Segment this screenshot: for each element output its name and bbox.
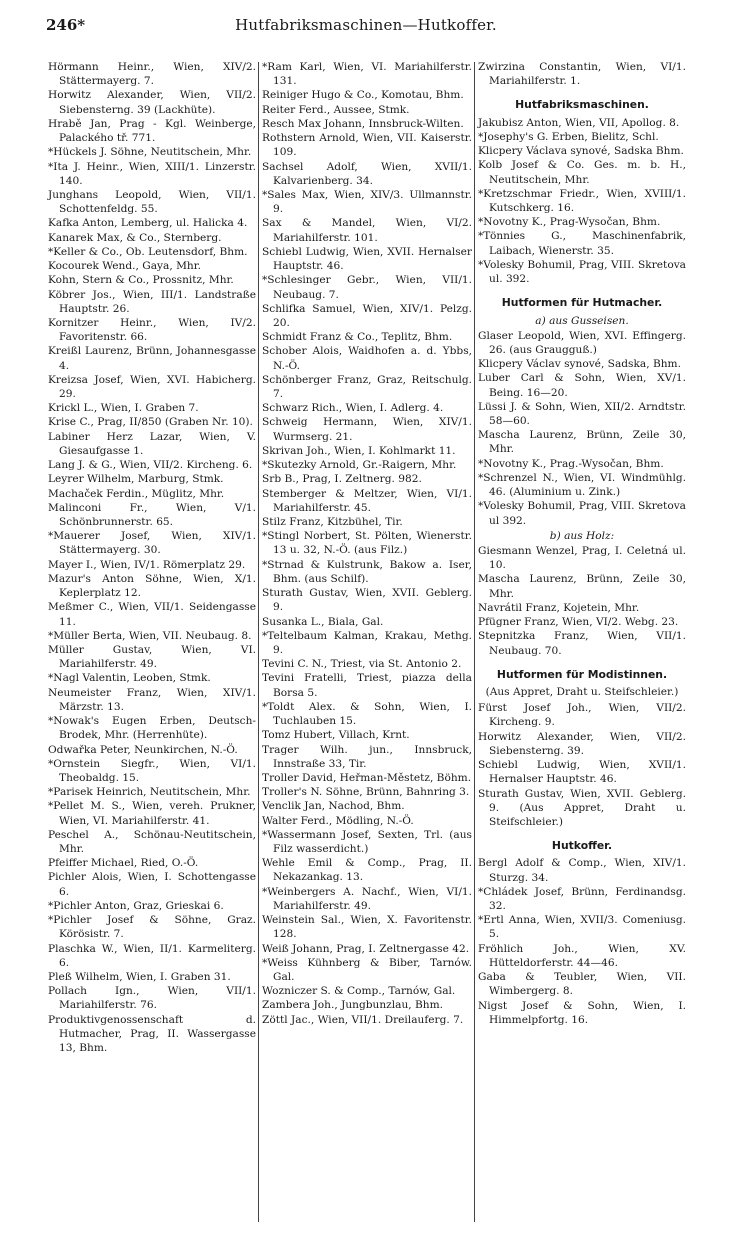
directory-entry: *Weiss Kühnberg & Biber, Tarnów. Gal. <box>262 956 472 983</box>
directory-entry: *Ita J. Heinr., Wien, XIII/1. Linzerstr. 140. <box>48 160 256 187</box>
directory-entry: Kanarek Max, & Co., Sternberg. <box>48 231 222 244</box>
directory-entry: Troller David, Heřman-Městetz, Böhm. <box>262 771 472 784</box>
directory-entry: *Skutezky Arnold, Gr.-Raigern, Mhr. <box>262 459 457 472</box>
directory-entry: Klicpery Václava synové, Sadska Bhm. <box>478 145 684 158</box>
directory-entry: Pichler Alois, Wien, I. Schottengasse 6. <box>48 871 256 898</box>
directory-entry: *Josephy's G. Erben, Bielitz, Schl. <box>478 130 659 143</box>
directory-entry: Odwařka Peter, Neunkirchen, N.-Ö. <box>48 743 238 756</box>
directory-entry: Srb B., Prag, I. Zeltnerg. 982. <box>262 473 422 486</box>
directory-entry: *Volesky Bohumil, Prag, VIII. Skretova ul 392. <box>478 500 686 527</box>
directory-entry: Stilz Franz, Kitzbühel, Tir. <box>262 516 403 528</box>
directory-entry: Tomz Hubert, Villach, Krnt. <box>262 729 410 742</box>
directory-entry: Tevini C. N., Triest, via St. Antonio 2. <box>262 658 462 671</box>
directory-entry: *Mauerer Josef, Wien, XIV/1. Stättermayerg. 30. <box>48 530 256 557</box>
directory-entry: *Parisek Heinrich, Neutitschein, Mhr. <box>48 786 251 799</box>
directory-entry: Mazur's Anton Söhne, Wien, X/1. Keplerplatz 12. <box>48 572 256 600</box>
directory-entry: Rothstern Arnold, Wien, VII. Kaiserstr. 109. <box>262 132 472 159</box>
directory-entry: *Teltelbaum Kalman, Krakau, Methg. 9. <box>262 629 472 656</box>
directory-entry: Schönberger Franz, Graz, Reitschulg. 7. <box>262 373 472 401</box>
directory-entry: *Sales Max, Wien, XIV/3. Ullmannstr. 9. <box>262 188 472 216</box>
directory-entry: Pfügner Franz, Wien, VI/2. Webg. 23. <box>478 616 679 629</box>
column-2 <box>262 60 472 1027</box>
directory-entry: Zambera Joh., Jungbunzlau, Bhm. <box>262 999 444 1012</box>
directory-entry: *Volesky Bohumil, Prag, VIII. Skretova ul. 392. <box>478 258 686 286</box>
directory-entry: Produktivgenossenschaft d. Hutmacher, Prag, II. Wassergasse 13, Bhm. <box>48 1013 256 1055</box>
directory-entry: Wozniczer S. & Comp., Tarnów, Gal. <box>262 985 456 998</box>
directory-entry: Reiter Ferd., Aussee, Stmk. <box>262 103 410 116</box>
directory-entry: Stemberger & Meltzer, Wien, VI/1. Mariahilferstr. 45. <box>262 487 472 514</box>
directory-entry: Susanka L., Biala, Gal. <box>262 615 384 628</box>
directory-entry: Skrivan Joh., Wien, I. Kohlmarkt 11. <box>262 444 456 457</box>
directory-entry: *Hückels J. Söhne, Neutitschein, Mhr. <box>48 146 252 159</box>
directory-entry: Troller's N. Söhne, Brünn, Bahnring 3. <box>262 786 470 799</box>
directory-entry: Klicpery Václav synové, Sadska, Bhm. <box>478 358 681 371</box>
directory-entry: Kornitzer Heinr., Wien, IV/2. Favoritenstr. 66. <box>48 316 256 344</box>
directory-entry: Sax & Mandel, Wien, VI/2. Mariahilferstr. 101. <box>262 217 472 244</box>
directory-entry: Pollach Ign., Wien, VII/1. Mariahilferstr. 76. <box>48 985 256 1012</box>
directory-entry: Lang J. & G., Wien, VII/2. Kircheng. 6. <box>48 459 253 472</box>
directory-entry: Gaba & Teubler, Wien, VII. Wimbergerg. 8. <box>478 971 686 998</box>
directory-entry: Kohn, Stern & Co., Prossnitz, Mhr. <box>48 274 234 287</box>
directory-entry: Mascha Laurenz, Brünn, Zeile 30, Mhr. <box>478 429 686 456</box>
directory-entry: Mascha Laurenz, Brünn, Zeile 30, Mhr. <box>478 573 686 600</box>
directory-entry: Sturath Gustav, Wien, XVII. Geblerg. 9. <box>262 587 472 614</box>
subsection-heading: b) aus Holz: <box>549 529 615 542</box>
directory-entry: Leyrer Wilhelm, Marburg, Stmk. <box>48 473 224 486</box>
directory-entry: *Ertl Anna, Wien, XVII/3. Comeniusg. 5. <box>478 914 686 941</box>
directory-entry: Schiebl Ludwig, Wien, XVII/1. Hernalser Hauptstr. 46. <box>478 759 686 786</box>
directory-entry: Hörmann Heinr., Wien, XIV/2. Stättermayerg. 7. <box>48 61 256 88</box>
directory-entry: *Nagl Valentin, Leoben, Stmk. <box>48 672 211 685</box>
directory-entry: Kocourek Wend., Gaya, Mhr. <box>48 260 202 273</box>
directory-entry: Malinconi Fr., Wien, V/1. Schönbrunnerstr. 65. <box>48 501 256 528</box>
directory-entry: Schiebl Ludwig, Wien, XVII. Hernalser Hauptstr. 46. <box>262 245 472 273</box>
directory-entry: Junghans Leopold, Wien, VII/1. Schottenfeldg. 55. <box>48 188 256 216</box>
directory-entry: Venclik Jan, Nachod, Bhm. <box>262 800 405 813</box>
directory-entry: Zwirzina Constantin, Wien, VI/1. Mariahilferstr. 1. <box>478 61 686 88</box>
directory-entry: Plaschka W., Wien, II/1. Karmeliterg. 6. <box>48 942 256 969</box>
directory-entry: Mayer I., Wien, IV/1. Römerplatz 29. <box>48 558 246 571</box>
directory-entry: *Novotny K., Prag-Wysočan, Bhm. <box>478 216 661 229</box>
directory-entry: *Novotny K., Prag.-Wysočan, Bhm. <box>478 457 664 470</box>
page-header <box>46 16 686 38</box>
directory-entry: Kreißl Laurenz, Brünn, Johannesgasse 4. <box>48 345 256 372</box>
directory-entry: Kafka Anton, Lemberg, ul. Halicka 4. <box>48 217 248 230</box>
directory-entry: Fröhlich Joh., Wien, XV. Hütteldorferstr. 44—46. <box>478 942 686 969</box>
directory-entry: Müller Gustav, Wien, VI. Mariahilferstr. 49. <box>48 643 256 671</box>
directory-entry: Labiner Herz Lazar, Wien, V. Giesaufgasse 1. <box>48 430 256 457</box>
directory-entry: Trager Wilh. jun., Innsbruck, Innstraße 33, Tir. <box>262 743 472 770</box>
page-number: 246* <box>46 16 86 34</box>
directory-entry: Schlifka Samuel, Wien, XIV/1. Pelzg. 20. <box>262 302 472 329</box>
directory-entry: *Wassermann Josef, Sexten, Trl. (aus Filz wasserdicht.) <box>262 828 472 856</box>
directory-entry: Weinstein Sal., Wien, X. Favoritenstr. 128. <box>262 914 472 941</box>
directory-entry: Kreizsa Josef, Wien, XVI. Habicherg. 29. <box>48 373 256 401</box>
directory-entry: Meßmer C., Wien, VII/1. Seidengasse 11. <box>48 601 256 628</box>
directory-entry: Horwitz Alexander, Wien, VII/2. Siebensterng. 39. <box>478 730 686 757</box>
directory-entry: Zöttl Jac., Wien, VII/1. Dreilauferg. 7. <box>262 1013 464 1026</box>
directory-entry: Schweig Hermann, Wien, XIV/1. Wurmserg. 21. <box>262 416 472 443</box>
section-heading: Hutformen für Modistinnen. <box>496 667 668 681</box>
directory-entry: Jakubisz Anton, Wien, VII, Apollog. 8. <box>478 116 680 129</box>
directory-entry: Navrátil Franz, Kojetein, Mhr. <box>478 601 640 614</box>
section-heading: Hutformen für Hutmacher. <box>501 296 663 310</box>
page-title: Hutfabriksmaschinen—Hutkoffer. <box>235 16 497 34</box>
directory-entry: Schober Alois, Waidhofen a. d. Ybbs, N.-Ö. <box>262 345 472 372</box>
directory-entry: Horwitz Alexander, Wien, VII/2. Siebensterng. 39 (Lackhüte). <box>48 89 256 116</box>
directory-entry: Luber Carl & Sohn, Wien, XV/1. Being. 16—20. <box>478 372 686 399</box>
directory-entry: *Toldt Alex. & Sohn, Wien, I. Tuchlauben 15. <box>262 700 472 728</box>
directory-entry: Kolb Josef & Co. Ges. m. b. H., Neutitschein, Mhr. <box>478 159 686 186</box>
directory-entry: Sturath Gustav, Wien, XVII. Geblerg. 9. (Aus Appret, Draht u. Steifschleier.) <box>478 787 686 828</box>
directory-entry: Krickl L., Wien, I. Graben 7. <box>48 402 199 415</box>
directory-entry: Tevini Fratelli, Triest, piazza della Borsa 5. <box>262 672 472 699</box>
directory-entry: Lüssi J. & Sohn, Wien, XII/2. Arndtstr. 58—60. <box>478 400 686 428</box>
column-3 <box>478 60 686 1027</box>
directory-entry: Weiß Johann, Prag, I. Zeltnergasse 42. <box>262 942 470 955</box>
directory-entry: Schmidt Franz & Co., Teplitz, Bhm. <box>262 331 453 344</box>
directory-entry: *Kretzschmar Friedr., Wien, XVIII/1. Kutschkerg. 16. <box>478 187 686 214</box>
directory-entry: Köbrer Jos., Wien, III/1. Landstraße Hauptstr. 26. <box>48 288 256 315</box>
directory-entry: *Ornstein Siegfr., Wien, VI/1. Theobaldg. 15. <box>48 757 256 784</box>
directory-entry: *Pichler Josef & Söhne, Graz. Körösistr. 7. <box>48 914 256 941</box>
directory-entry: Neumeister Franz, Wien, XIV/1. Märzstr. 13. <box>48 686 256 713</box>
directory-entry: Sachsel Adolf, Wien, XVII/1. Kalvarienberg. 34. <box>262 160 472 187</box>
directory-entry: Pfeiffer Michael, Ried, O.-Ö. <box>48 857 199 870</box>
directory-entry: *Schrenzel N., Wien, VI. Windmühlg. 46. (Aluminium u. Zink.) <box>478 471 686 499</box>
directory-entry: Giesmann Wenzel, Prag, I. Celetná ul. 10. <box>478 545 686 572</box>
directory-entry: Peschel A., Schönau-Neutitschein, Mhr. <box>48 828 256 856</box>
column-divider-1 <box>258 62 259 1222</box>
directory-entry: Schwarz Rich., Wien, I. Adlerg. 4. <box>262 402 444 415</box>
directory-entry: *Müller Berta, Wien, VII. Neubaug. 8. <box>48 629 252 642</box>
directory-entry: Walter Ferd., Mödling, N.-Ö. <box>262 814 414 827</box>
directory-entry: Hrabě Jan, Prag - Kgl. Weinberge, Palackého tř. 771. <box>48 117 256 145</box>
directory-entry: *Stingl Norbert, St. Pölten, Wienerstr. 13 u. 32, N.-Ö. (aus Filz.) <box>262 530 472 557</box>
directory-entry: Resch Max Johann, Innsbruck-Wilten. <box>262 117 464 130</box>
column-1 <box>48 60 256 1055</box>
directory-entry: Wehle Emil & Comp., Prag, II. Nekazankag. 13. <box>262 857 472 884</box>
directory-entry: *Keller & Co., Ob. Leutensdorf, Bhm. <box>48 245 248 258</box>
directory-entry: *Strnad & Kulstrunk, Bakow a. Iser, Bhm. (aus Schilf). <box>262 558 472 585</box>
directory-entry: *Tönnies G., Maschinenfabrik, Laibach, Wienerstr. 35. <box>478 230 686 257</box>
section-heading: Hutfabriksmaschinen. <box>515 98 649 112</box>
directory-entry: Reiniger Hugo & Co., Komotau, Bhm. <box>262 89 464 102</box>
directory-entry: Pleß Wilhelm, Wien, I. Graben 31. <box>48 971 231 983</box>
directory-entry: *Chládek Josef, Brünn, Ferdinandsg. 32. <box>478 885 686 913</box>
column-divider-2 <box>474 62 475 1222</box>
directory-entry: *Pichler Anton, Graz, Grieskai 6. <box>48 899 224 912</box>
directory-entry: *Weinbergers A. Nachf., Wien, VI/1. Mariahilferstr. 49. <box>262 885 472 912</box>
subsection-heading: a) aus Gusseisen. <box>535 314 629 327</box>
directory-entry: *Pellet M. S., Wien, vereh. Prukner, Wien, VI. Mariahilferstr. 41. <box>48 800 256 827</box>
directory-entry: Glaser Leopold, Wien, XVI. Effingerg. 26. (aus Graugguß.) <box>478 329 686 356</box>
directory-entry: Krise C., Prag, II/850 (Graben Nr. 10). <box>48 416 253 429</box>
directory-entry: Nigst Josef & Sohn, Wien, I. Himmelpfortg. 16. <box>478 999 686 1026</box>
directory-entry: Bergl Adolf & Comp., Wien, XIV/1. Sturzg. 34. <box>478 857 686 884</box>
directory-entry: Stepnitzka Franz, Wien, VII/1. Neubaug. 70. <box>478 630 686 657</box>
section-note: (Aus Appret, Draht u. Steifschleier.) <box>485 685 679 698</box>
section-heading: Hutkoffer. <box>551 839 613 853</box>
directory-entry: *Ram Karl, Wien, VI. Mariahilferstr. 131. <box>262 61 472 88</box>
directory-entry: *Nowak's Eugen Erben, Deutsch-Brodek, Mhr. (Herrenhüte). <box>48 715 256 742</box>
directory-entry: *Schlesinger Gebr., Wien, VII/1. Neubaug. 7. <box>262 274 472 301</box>
directory-entry: Fürst Josef Joh., Wien, VII/2. Kircheng. 9. <box>478 702 686 729</box>
directory-entry: Machaček Ferdin., Müglitz, Mhr. <box>48 487 225 500</box>
